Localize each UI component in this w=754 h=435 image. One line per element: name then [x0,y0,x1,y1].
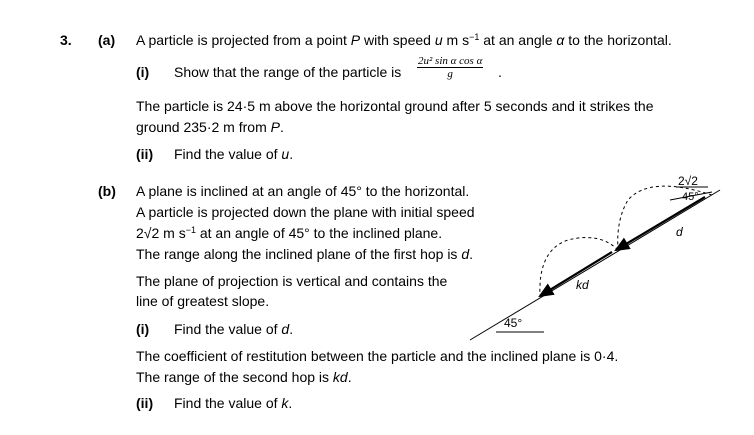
part-a-ii-label: (ii) [136,146,154,162]
part-b-i-text: Find the value of d. [174,321,294,337]
kd-label: kd [576,278,589,292]
part-b-label: (b) [98,183,116,199]
part-a-info-line1: The particle is 24·5 m above the horizontal ground after 5 seconds and it strikes the [136,98,654,114]
part-b-line3: 2√2 m $s^{-1}$ at an angle of 45° to the inclined plane. [136,225,443,241]
part-a-i-label: (i) [136,64,150,80]
part-b-ii-label: (ii) [136,395,154,411]
speed-label: 2√2 [678,174,698,188]
part-b-line8: The range of the second hop is kd. [136,369,352,385]
range-numerator: 2u² sin α cos α [418,55,483,67]
range-end: . [498,64,502,80]
part-b-line1: A plane is inclined at an angle of 45° to the horizontal. [136,183,470,199]
question-number: 3. [60,32,72,48]
part-b-line4: The range along the inclined plane of the first hop is d. [136,246,474,262]
part-b-i-label: (i) [136,321,150,337]
part-b-ii-text: Find the value of k. [174,395,293,411]
angle-top-label: 45° [682,191,699,203]
range-arrow-upper [616,197,705,250]
part-a-label: (a) [98,32,116,48]
part-a-ii-text: Find the value of u. [174,146,294,162]
range-denominator: g [447,68,453,80]
part-a-i-text: Show that the range of the particle is [174,64,402,80]
part-b-line2: A particle is projected down the plane with initial speed [136,204,475,220]
part-a-intro: A particle is projected from a point P with speed u m $s^{-1}$ at an angle α to the horizontal. [136,32,672,48]
part-b-line7: The coefficient of restitution between the particle and the inclined plane is 0·4. [136,348,619,364]
part-a-info-line2: ground 235·2 m from P. [136,119,284,135]
angle-bottom-label: 45° [504,316,523,330]
part-b-line5: The plane of projection is vertical and contains the [136,273,448,289]
part-b-line6: line of greatest slope. [136,293,270,309]
d-label: d [676,225,683,239]
